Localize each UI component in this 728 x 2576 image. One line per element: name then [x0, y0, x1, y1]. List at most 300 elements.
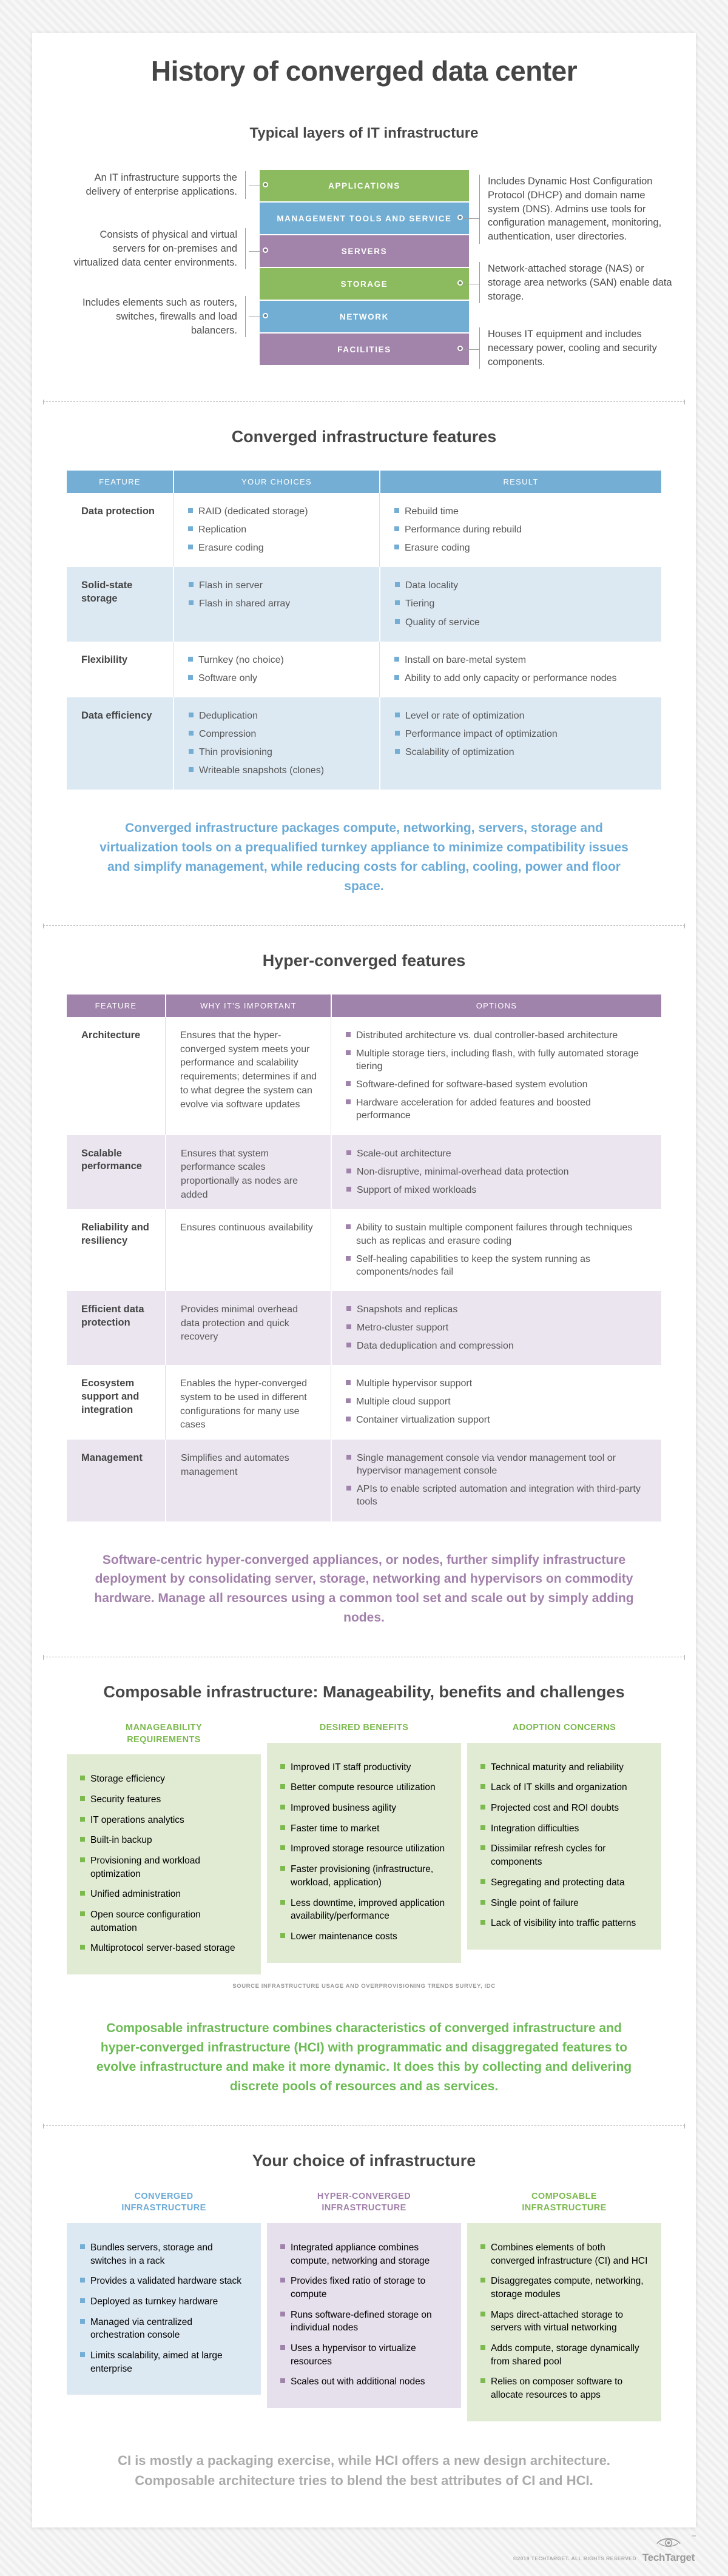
list-item-text: Quality of service: [405, 617, 480, 628]
list-item-text: Faster provisioning (infrastructure, workload, application): [291, 1864, 434, 1888]
bullet-square-icon: [346, 1032, 351, 1037]
layer-note-facilities: Houses IT equipment and includes necessary power, cooling and security components.: [479, 327, 675, 369]
list-item: [80, 1888, 248, 1901]
bullet-square-icon: [480, 2345, 485, 2350]
bullet-square-icon: [80, 1891, 85, 1896]
list-item-text: Single management console via vendor management tool or hypervisor management console: [357, 1453, 616, 1477]
list-item-text: Tiering: [405, 599, 435, 609]
column-header-result: RESULT: [379, 471, 661, 493]
bullet-square-icon: [189, 767, 194, 772]
table-row-reliability-resiliency: [67, 1209, 661, 1290]
list-item-text: Self-healing capabilities to keep the system running as components/nodes fail: [356, 1253, 590, 1277]
copyright-text: ©2019 TECHTARGET. ALL RIGHTS RESERVED: [513, 2555, 636, 2561]
list-item: [346, 1414, 648, 1426]
dashed-divider: [43, 2125, 685, 2126]
bullet-square-icon: [188, 545, 193, 549]
list-item-text: Distributed architecture vs. dual controller-based architecture: [356, 1030, 618, 1041]
list-item: [80, 2316, 248, 2342]
list-item: [395, 709, 648, 722]
list-item: [480, 1802, 648, 1815]
bullet-square-icon: [346, 1455, 351, 1460]
list-item: [188, 654, 366, 666]
bullet-square-icon: [280, 2278, 285, 2283]
bullet-square-icon: [280, 2244, 285, 2249]
list-item: [80, 2295, 248, 2309]
feature-label: Scalable performance: [81, 1147, 142, 1172]
list-item: [395, 579, 648, 592]
bullet-square-icon: [394, 545, 399, 549]
list-item-text: Limits scalability, aimed at large enterprise: [90, 2350, 223, 2374]
list-item-text: Flash in server: [199, 580, 263, 591]
feature-label: Ecosystem support and integration: [81, 1378, 140, 1415]
layer-bar-label: NETWORK: [340, 312, 389, 321]
list-item-text: Compression: [199, 728, 257, 739]
list-item-text: Lack of IT skills and organization: [491, 1782, 627, 1793]
list-item-text: Improved storage resource utilization: [291, 1843, 445, 1854]
bullet-square-icon: [280, 2312, 285, 2316]
list-item: [480, 2309, 648, 2335]
list-item-text: Scale-out architecture: [357, 1148, 451, 1159]
composable-column-header: DESIRED BENEFITS: [319, 1723, 409, 1733]
list-item-text: Provides a validated hardware stack: [90, 2276, 241, 2287]
list-item: [80, 2275, 248, 2288]
list-item-text: Install on bare-metal system: [405, 654, 527, 665]
hyper-summary-text: Software-centric hyper-converged appliances, or nodes, further simplify infrastructure deployment by consolidating server, storage, networking and hypervisors on commodity hardware. Manage all resources using a common tool set and scale out by simply adding nodes.: [94, 1552, 634, 1625]
list-item-text: Software only: [198, 673, 257, 683]
column-header-options: OPTIONS: [331, 995, 661, 1017]
list-item-text: Data locality: [405, 580, 459, 591]
bullet-square-icon: [394, 526, 399, 531]
bullet-square-icon: [80, 1776, 85, 1780]
list-item: [480, 1781, 648, 1794]
composable-column-benefits: [267, 1722, 461, 1974]
bullet-square-icon: [80, 2278, 85, 2283]
list-item: [480, 1897, 648, 1910]
bullet-square-icon: [80, 2319, 85, 2324]
options-list: [346, 1221, 648, 1278]
bullet-square-icon: [280, 1845, 285, 1850]
layer-bar-servers: [260, 235, 469, 267]
bullet-square-icon: [189, 749, 194, 754]
list-item-text: Data deduplication and compression: [357, 1341, 514, 1352]
list-item-text: Security features: [90, 1794, 161, 1805]
composable-column-manageability: [67, 1722, 261, 1974]
composable-columns: [67, 1722, 661, 1974]
list-item-text: Unified administration: [90, 1889, 181, 1900]
list-item-text: Relies on composer software to allocate resources to apps: [491, 2376, 623, 2401]
list-item-text: Disaggregates compute, networking, storage modules: [491, 2276, 644, 2299]
layer-bar-label: STORAGE: [340, 279, 388, 289]
list-item-text: Non-disruptive, minimal-overhead data protection: [357, 1166, 569, 1177]
options-list: [346, 1377, 648, 1426]
list-item: [280, 1863, 448, 1889]
bullet-square-icon: [395, 731, 400, 736]
feature-label: Data efficiency: [81, 709, 152, 721]
list-item-text: Performance impact of optimization: [405, 728, 558, 739]
choices-list: [188, 505, 366, 554]
bullet-square-icon: [394, 508, 399, 513]
list-item: [394, 505, 648, 518]
bullet-square-icon: [346, 1224, 351, 1229]
list-item-text: Multiprotocol server-based storage: [90, 1943, 235, 1954]
source-attribution: SOURCE INFRASTRUCTURE USAGE AND OVERPROVISIONING TRENDS SURVEY, IDC: [232, 1983, 496, 1990]
results-list: [395, 709, 648, 759]
list-item-text: Performance during rebuild: [405, 525, 522, 535]
list-item-text: Multiple hypervisor support: [356, 1378, 473, 1389]
column-header-feature: FEATURE: [67, 471, 173, 493]
layers-section-heading: Typical layers of IT infrastructure: [249, 125, 479, 141]
list-item: [346, 1483, 648, 1508]
bullet-square-icon: [280, 1900, 285, 1905]
why-important-text: Ensures that the hyper-converged system meets your performance and scalability requirements; determines if and to what degree the system can evolve via software updates: [165, 1017, 331, 1135]
list-item: [480, 2342, 648, 2368]
choice-column-header: HYPER-CONVERGED INFRASTRUCTURE: [317, 2191, 411, 2213]
connector-dot-icon: [457, 280, 463, 286]
why-important-text: Simplifies and automates management: [165, 1440, 331, 1521]
connector-dot-icon: [263, 313, 268, 318]
table-row-scalable-performance: [67, 1135, 661, 1210]
list-item: [80, 1942, 248, 1955]
list-item: [189, 764, 366, 777]
list-item: [346, 1078, 648, 1091]
list-item: [480, 1822, 648, 1836]
list-item: [480, 2241, 648, 2267]
choices-list: [189, 579, 366, 610]
bullet-square-icon: [346, 1169, 351, 1173]
feature-label: Reliability and resiliency: [81, 1222, 149, 1247]
list-item: [394, 542, 648, 554]
list-item-text: Technical maturity and reliability: [491, 1762, 624, 1773]
list-item-text: Level or rate of optimization: [405, 710, 525, 721]
layer-bar-applications: [260, 170, 469, 201]
bullet-square-icon: [280, 2378, 285, 2383]
list-item-text: Less downtime, improved application availability/performance: [291, 1897, 445, 1922]
list-item-text: Ability to sustain multiple component failures through techniques such as replicas and erasure coding: [356, 1223, 633, 1246]
list-item: [346, 1452, 648, 1477]
bullet-square-icon: [280, 1933, 285, 1938]
layer-note-servers: Consists of physical and virtual servers for on-premises and virtualized data center environments.: [69, 228, 246, 269]
bullet-square-icon: [346, 1398, 351, 1403]
connector-dot-icon: [457, 346, 463, 351]
list-item-text: Storage efficiency: [90, 1774, 165, 1785]
list-item-text: Single point of failure: [491, 1897, 579, 1908]
bullet-square-icon: [346, 1380, 351, 1385]
list-item-text: Software-defined for software-based system evolution: [356, 1079, 588, 1090]
options-list: [346, 1029, 648, 1122]
list-item: [188, 672, 366, 685]
list-item: [394, 523, 648, 536]
list-item-text: Deployed as turnkey hardware: [90, 2296, 218, 2307]
bullet-square-icon: [480, 1784, 485, 1789]
bullet-square-icon: [280, 1805, 285, 1810]
bullet-square-icon: [346, 1256, 351, 1261]
composable-summary-text: Composable infrastructure combines characteristics of converged infrastructure and hyper-converged infrastructure (HCI) with programmatic and disaggregated features to evolve infrastructure and make it more dynamic. It does this by collecting and delivering discrete pools of resources and as services.: [96, 2021, 632, 2093]
results-list: [394, 505, 648, 554]
bullet-square-icon: [480, 1920, 485, 1925]
options-list: [346, 1452, 648, 1508]
bullet-square-icon: [346, 1099, 351, 1104]
bullet-square-icon: [280, 1764, 285, 1769]
list-item-text: Dissimilar refresh cycles for components: [491, 1843, 606, 1868]
connector-dot-icon: [457, 215, 463, 220]
bullet-square-icon: [480, 1879, 485, 1884]
list-item: [346, 1340, 648, 1352]
bullet-square-icon: [346, 1187, 351, 1192]
list-item-text: Hardware acceleration for added features and boosted performance: [356, 1098, 591, 1121]
layer-bar-management-tools: [260, 203, 469, 234]
feature-label: Efficient data protection: [81, 1303, 144, 1328]
techtarget-logo: [642, 2536, 695, 2564]
list-item-text: Integrated appliance combines compute, networking and storage: [291, 2242, 430, 2266]
manageability-list: [80, 1773, 248, 1955]
list-item-text: Provisioning and workload optimization: [90, 1856, 200, 1879]
list-item-text: Adds compute, storage dynamically from shared pool: [491, 2343, 639, 2367]
list-item: [395, 616, 648, 629]
list-item-text: Built-in backup: [90, 1835, 152, 1846]
list-item: [394, 672, 648, 685]
converged-traits-list: [80, 2241, 248, 2376]
layer-note-applications: An IT infrastructure supports the delivery of enterprise applications.: [69, 171, 246, 199]
bullet-square-icon: [280, 1784, 285, 1789]
list-item: [346, 1096, 648, 1122]
list-item-text: Maps direct-attached storage to servers with virtual networking: [491, 2309, 623, 2333]
bullet-square-icon: [346, 1324, 351, 1329]
column-header-your-choices: YOUR CHOICES: [173, 471, 379, 493]
list-item: [280, 2375, 448, 2389]
feature-label: Flexibility: [81, 654, 128, 665]
list-item: [280, 1842, 448, 1856]
composable-column-header: ADOPTION CONCERNS: [512, 1723, 616, 1733]
bullet-square-icon: [80, 2244, 85, 2249]
list-item: [346, 1184, 648, 1196]
connector-line: [461, 349, 479, 350]
connector-dot-icon: [263, 182, 268, 187]
layer-bar-label: APPLICATIONS: [328, 181, 400, 190]
bullet-square-icon: [346, 1343, 351, 1347]
list-item: [346, 1147, 648, 1160]
bullet-square-icon: [188, 508, 193, 513]
converged-summary-text: Converged infrastructure packages compute, networking, servers, storage and virtualization tools on a prequalified turnkey appliance to minimize compatibility issues and simplify management, while reducing costs for cabling, cooling, power and floor space.: [99, 821, 629, 894]
list-item-text: Integration difficulties: [491, 1823, 579, 1834]
list-item: [346, 1377, 648, 1390]
layer-stack: [260, 170, 469, 366]
list-item: [346, 1029, 648, 1042]
results-list: [395, 579, 648, 628]
bullet-square-icon: [280, 1825, 285, 1830]
list-item: [189, 597, 366, 610]
list-item: [280, 2342, 448, 2368]
list-item: [189, 579, 366, 592]
list-item: [395, 746, 648, 759]
list-item: [480, 2275, 648, 2301]
list-item: [80, 1834, 248, 1847]
list-item: [346, 1253, 648, 1278]
table-row-data-efficiency: [67, 697, 661, 790]
choice-column-header: CONVERGED INFRASTRUCTURE: [121, 2191, 206, 2213]
layer-bar-label: FACILITIES: [337, 344, 391, 354]
list-item: [480, 2375, 648, 2401]
table-row-flexibility: [67, 642, 661, 697]
why-important-text: Ensures that system performance scales proportionally as nodes are added: [165, 1135, 331, 1210]
why-important-text: Enables the hyper-converged system to be used in different configurations for many use cases: [165, 1365, 331, 1440]
list-item: [280, 2241, 448, 2267]
footer: [32, 2536, 696, 2564]
choice-section-heading: Your choice of infrastructure: [252, 2151, 476, 2170]
list-item: [280, 1897, 448, 1923]
list-item-text: Projected cost and ROI doubts: [491, 1803, 619, 1814]
table-row-ecosystem-support: [67, 1365, 661, 1440]
why-important-text: Ensures continuous availability: [165, 1209, 331, 1290]
choice-panel: [467, 2223, 661, 2421]
list-item: [80, 1908, 248, 1934]
list-item-text: Runs software-defined storage on individual nodes: [291, 2309, 432, 2333]
bullet-square-icon: [80, 2352, 85, 2357]
choice-column-converged: [67, 2191, 261, 2421]
list-item-text: Snapshots and replicas: [357, 1304, 458, 1315]
bullet-square-icon: [189, 600, 194, 605]
list-item-text: Erasure coding: [405, 543, 470, 554]
list-item-text: Rebuild time: [405, 506, 459, 517]
list-item: [395, 597, 648, 610]
bullet-square-icon: [80, 1911, 85, 1916]
bullet-square-icon: [480, 2378, 485, 2383]
list-item: [80, 1814, 248, 1827]
list-item: [188, 523, 366, 536]
list-item-text: Multiple cloud support: [356, 1397, 451, 1407]
layer-note-network: Includes elements such as routers, switches, firewalls and load balancers.: [69, 296, 246, 337]
list-item-text: Deduplication: [199, 710, 258, 721]
list-item: [346, 1221, 648, 1247]
bullet-square-icon: [346, 1081, 351, 1086]
bullet-square-icon: [346, 1486, 351, 1491]
list-item: [280, 1930, 448, 1944]
list-item-text: Erasure coding: [198, 543, 264, 554]
choice-columns: [67, 2191, 661, 2421]
list-item: [346, 1047, 648, 1073]
list-item-text: APIs to enable scripted automation and integration with third-party tools: [357, 1484, 641, 1508]
feature-label: Architecture: [81, 1029, 141, 1041]
list-item-text: Lack of visibility into traffic patterns: [491, 1918, 636, 1929]
column-header-feature: FEATURE: [67, 995, 165, 1017]
bullet-square-icon: [480, 1805, 485, 1810]
bullet-square-icon: [188, 675, 193, 680]
list-item: [189, 728, 366, 740]
bullet-square-icon: [189, 731, 194, 736]
page-title: History of converged data center: [150, 55, 578, 87]
layer-bar-label: MANAGEMENT TOOLS AND SERVICE: [277, 213, 452, 223]
converged-features-table: [67, 471, 661, 790]
bullet-square-icon: [395, 582, 400, 587]
list-item: [480, 1876, 648, 1890]
infographic-card: [32, 33, 696, 2527]
benefits-list: [280, 1761, 448, 1944]
closing-summary-text: CI is mostly a packaging exercise, while HCI offers a new design architecture. Composable architecture tries to blend the best attributes of CI and HCI.: [118, 2452, 610, 2489]
list-item-text: Scales out with additional nodes: [291, 2376, 425, 2387]
choices-list: [188, 654, 366, 685]
choice-panel: [67, 2223, 261, 2395]
list-item-text: Replication: [198, 525, 247, 535]
hyper-converged-features-table: [67, 995, 661, 1521]
connector-line: [461, 218, 479, 219]
list-item: [346, 1166, 648, 1178]
feature-label: Management: [81, 1452, 143, 1464]
list-item-text: Ability to add only capacity or performance nodes: [405, 673, 617, 683]
choice-column-hyper-converged: [267, 2191, 461, 2421]
composable-column-header: MANAGEABILITY REQUIREMENTS: [125, 1723, 203, 1745]
choices-list: [189, 709, 366, 777]
list-item-text: Support of mixed workloads: [357, 1184, 477, 1195]
table-row-solid-state-storage: [67, 567, 661, 641]
table-row-management: [67, 1440, 661, 1521]
table-header-row: [67, 995, 661, 1017]
list-item: [480, 1761, 648, 1774]
hyper-converged-traits-list: [280, 2241, 448, 2389]
dashed-divider: [43, 925, 685, 926]
layer-bar-label: SERVERS: [341, 246, 388, 256]
list-item: [280, 1761, 448, 1774]
list-item-text: Writeable snapshots (clones): [199, 765, 325, 776]
list-item: [80, 2349, 248, 2375]
bullet-square-icon: [394, 675, 399, 680]
layer-bar-network: [260, 301, 469, 332]
bullet-square-icon: [80, 1837, 85, 1842]
list-item: [480, 1842, 648, 1868]
list-item: [346, 1321, 648, 1334]
bullet-square-icon: [80, 1796, 85, 1801]
list-item: [80, 2241, 248, 2267]
list-item: [346, 1303, 648, 1316]
list-item: [394, 654, 648, 666]
list-item-text: Container virtualization support: [356, 1415, 490, 1426]
layer-note-management-tools: Includes Dynamic Host Configuration Protocol (DHCP) and domain name system (DNS). Admins use tools for configuration management, monitoring, authentication, user directories.: [479, 175, 675, 244]
composable-panel: [267, 1743, 461, 1963]
bullet-square-icon: [80, 1817, 85, 1822]
bullet-square-icon: [346, 1417, 351, 1421]
bullet-square-icon: [346, 1150, 351, 1155]
converged-section-heading: Converged infrastructure features: [231, 428, 497, 446]
list-item: [280, 2309, 448, 2335]
list-item-text: Managed via centralized orchestration console: [90, 2316, 193, 2341]
layer-bar-facilities: [260, 334, 469, 365]
list-item-text: Faster time to market: [291, 1823, 380, 1834]
table-row-efficient-data-protection: [67, 1291, 661, 1365]
trademark-symbol: ™: [692, 2534, 696, 2539]
feature-label: Data protection: [81, 506, 155, 517]
table-header-row: [67, 471, 661, 493]
it-layers-diagram: [32, 170, 696, 372]
concerns-list: [480, 1761, 648, 1930]
list-item: [346, 1395, 648, 1408]
list-item: [280, 2275, 448, 2301]
list-item: [188, 505, 366, 518]
list-item-text: Thin provisioning: [199, 747, 272, 758]
bullet-square-icon: [189, 713, 194, 717]
list-item-text: IT operations analytics: [90, 1814, 184, 1825]
bullet-square-icon: [480, 1845, 485, 1850]
composable-panel: [67, 1754, 261, 1974]
bullet-square-icon: [394, 657, 399, 662]
bullet-square-icon: [189, 582, 194, 587]
bullet-square-icon: [480, 1764, 485, 1769]
table-row-data-protection: [67, 493, 661, 567]
composable-column-concerns: [467, 1722, 661, 1974]
composable-traits-list: [480, 2241, 648, 2402]
bullet-square-icon: [346, 1050, 351, 1055]
choice-column-header: COMPOSABLE INFRASTRUCTURE: [522, 2191, 607, 2213]
list-item: [80, 1854, 248, 1880]
list-item-text: Turnkey (no choice): [198, 654, 284, 665]
bullet-square-icon: [188, 526, 193, 531]
